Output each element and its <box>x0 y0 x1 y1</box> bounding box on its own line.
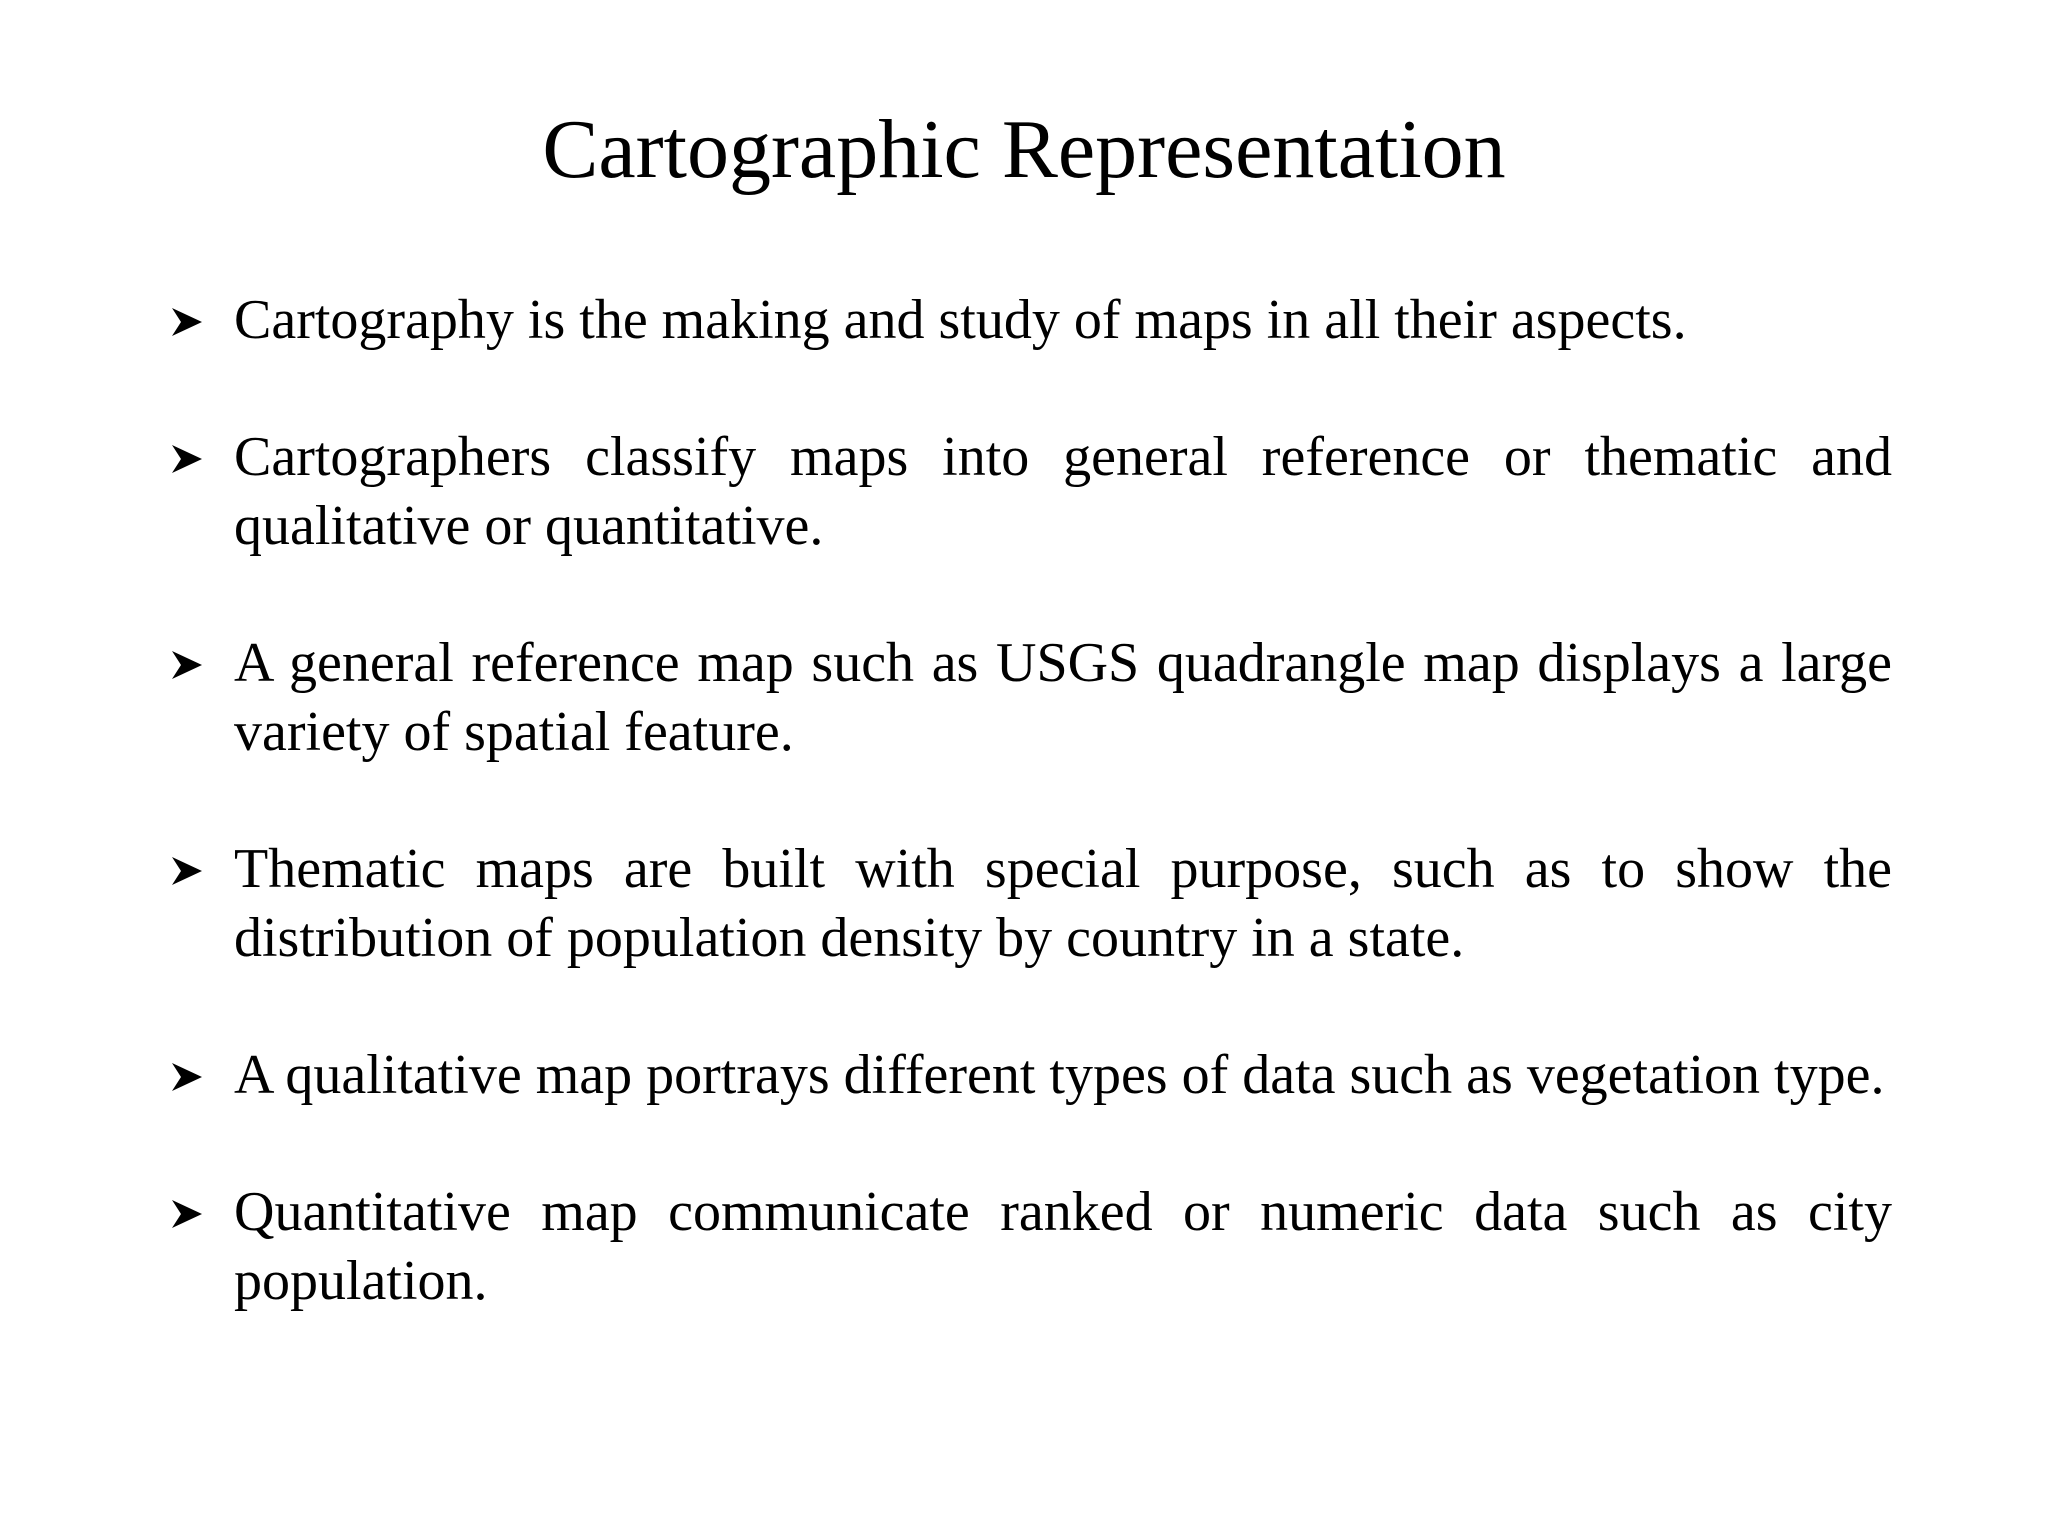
bullet-item <box>172 835 1892 973</box>
arrowhead-bullet-icon <box>172 1200 202 1228</box>
bullet-text: Cartography is the making and study of maps in all their aspects. <box>234 289 1687 351</box>
arrowhead-bullet-icon <box>172 445 202 473</box>
arrowhead-bullet-icon <box>172 1063 202 1091</box>
bullet-text: A general reference map such as USGS quadrangle map displays a large variety of spatial feature. <box>234 632 1892 763</box>
bullet-text: Cartographers classify maps into general reference or thematic and qualitative or quantitative. <box>234 426 1892 557</box>
arrowhead-bullet-icon <box>172 651 202 679</box>
bullet-list <box>172 286 1892 1384</box>
bullet-item <box>172 423 1892 561</box>
bullet-text: Thematic maps are built with special purpose, such as to show the distribution of population density by country in a state. <box>234 838 1892 969</box>
bullet-item <box>172 286 1892 355</box>
bullet-item <box>172 1178 1892 1316</box>
bullet-text: Quantitative map communicate ranked or numeric data such as city population. <box>234 1181 1892 1312</box>
bullet-text: A qualitative map portrays different types of data such as vegetation type. <box>234 1044 1885 1106</box>
bullet-item <box>172 1041 1892 1110</box>
slide-title: Cartographic Representation <box>542 103 1506 196</box>
arrowhead-bullet-icon <box>172 308 202 336</box>
bullet-item <box>172 629 1892 767</box>
arrowhead-bullet-icon <box>172 857 202 885</box>
